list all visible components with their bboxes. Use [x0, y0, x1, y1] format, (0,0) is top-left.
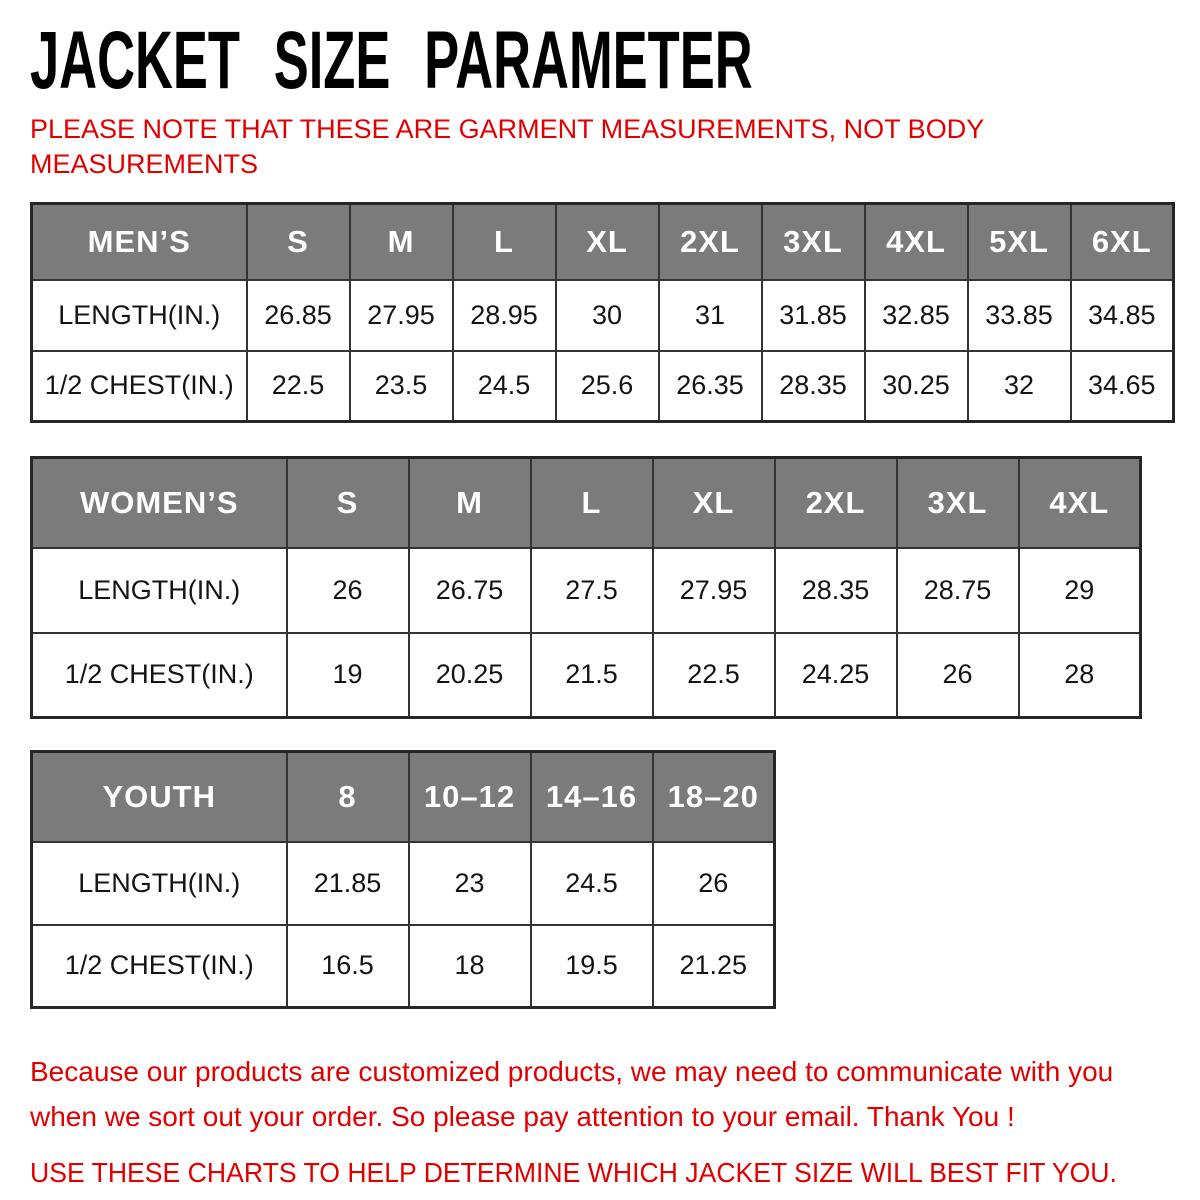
row-label-cell: 1/2 CHEST(IN.): [32, 925, 287, 1008]
size-header-cell: 4XL: [865, 204, 968, 280]
row-label-cell: LENGTH(IN.): [32, 280, 247, 351]
note-line-2: MEASUREMENTS: [30, 149, 259, 179]
value-cell: 23.5: [350, 351, 453, 422]
value-cell: 28: [1019, 633, 1141, 718]
row-label-cell: LENGTH(IN.): [32, 548, 287, 633]
size-header-cell: L: [531, 458, 653, 548]
garment-measurement-note: [30, 112, 1172, 182]
size-header-cell: XL: [556, 204, 659, 280]
value-cell: 34.85: [1071, 280, 1174, 351]
note-line-1: PLEASE NOTE THAT THESE ARE GARMENT MEASUREMENTS, NOT BODY: [30, 114, 985, 144]
value-cell: 16.5: [287, 925, 409, 1008]
size-header-cell: 3XL: [897, 458, 1019, 548]
size-header-cell: 8: [287, 752, 409, 842]
size-header-cell: 18–20: [653, 752, 775, 842]
mens-size-table: [30, 202, 1175, 423]
table-title-cell: WOMEN’S: [32, 458, 287, 548]
size-header-cell: S: [247, 204, 350, 280]
youth-chest-row: [32, 925, 775, 1008]
value-cell: 26: [897, 633, 1019, 718]
value-cell: 26: [653, 842, 775, 925]
size-header-cell: M: [350, 204, 453, 280]
value-cell: 21.25: [653, 925, 775, 1008]
row-label-cell: LENGTH(IN.): [32, 842, 287, 925]
mens-length-row: [32, 280, 1174, 351]
value-cell: 19.5: [531, 925, 653, 1008]
value-cell: 26.85: [247, 280, 350, 351]
value-cell: 30.25: [865, 351, 968, 422]
value-cell: 19: [287, 633, 409, 718]
row-label-cell: 1/2 CHEST(IN.): [32, 633, 287, 718]
value-cell: 27.95: [653, 548, 775, 633]
value-cell: 28.35: [762, 351, 865, 422]
size-header-cell: 14–16: [531, 752, 653, 842]
value-cell: 18: [409, 925, 531, 1008]
womens-size-table: [30, 456, 1142, 719]
womens-chest-row: [32, 633, 1141, 718]
size-header-cell: 3XL: [762, 204, 865, 280]
customization-notice-line-2: when we sort out your order. So please pay attention to your email. Thank You !: [30, 1101, 1015, 1132]
youth-header-row: [32, 752, 775, 842]
value-cell: 24.25: [775, 633, 897, 718]
size-header-cell: 4XL: [1019, 458, 1141, 548]
value-cell: 24.5: [453, 351, 556, 422]
value-cell: 26.75: [409, 548, 531, 633]
size-header-cell: S: [287, 458, 409, 548]
table-title-cell: MEN’S: [32, 204, 247, 280]
value-cell: 31.85: [762, 280, 865, 351]
size-header-cell: 2XL: [775, 458, 897, 548]
value-cell: 20.25: [409, 633, 531, 718]
value-cell: 25.6: [556, 351, 659, 422]
value-cell: 28.95: [453, 280, 556, 351]
value-cell: 21.5: [531, 633, 653, 718]
value-cell: 27.5: [531, 548, 653, 633]
size-header-cell: 10–12: [409, 752, 531, 842]
value-cell: 33.85: [968, 280, 1071, 351]
row-label-cell: 1/2 CHEST(IN.): [32, 351, 247, 422]
value-cell: 22.5: [653, 633, 775, 718]
value-cell: 22.5: [247, 351, 350, 422]
womens-header-row: [32, 458, 1141, 548]
value-cell: 21.85: [287, 842, 409, 925]
size-header-cell: M: [409, 458, 531, 548]
value-cell: 29: [1019, 548, 1141, 633]
table-title-cell: YOUTH: [32, 752, 287, 842]
size-header-cell: 2XL: [659, 204, 762, 280]
value-cell: 26: [287, 548, 409, 633]
value-cell: 32: [968, 351, 1071, 422]
customization-notice-line-1: Because our products are customized products, we may need to communicate with you: [30, 1056, 1114, 1087]
mens-header-row: [32, 204, 1174, 280]
value-cell: 28.75: [897, 548, 1019, 633]
page-title: JACKET SIZE PARAMETER: [30, 15, 753, 106]
value-cell: 26.35: [659, 351, 762, 422]
youth-size-table: [30, 750, 776, 1009]
value-cell: 24.5: [531, 842, 653, 925]
value-cell: 32.85: [865, 280, 968, 351]
value-cell: 31: [659, 280, 762, 351]
value-cell: 28.35: [775, 548, 897, 633]
customization-notice: [30, 1049, 1172, 1139]
size-header-cell: 5XL: [968, 204, 1071, 280]
value-cell: 23: [409, 842, 531, 925]
size-header-cell: XL: [653, 458, 775, 548]
value-cell: 30: [556, 280, 659, 351]
value-cell: 34.65: [1071, 351, 1174, 422]
chart-usage-advice: USE THESE CHARTS TO HELP DETERMINE WHICH JACKET SIZE WILL BEST FIT YOU.: [30, 1157, 1117, 1188]
value-cell: 27.95: [350, 280, 453, 351]
mens-chest-row: [32, 351, 1174, 422]
size-header-cell: 6XL: [1071, 204, 1174, 280]
size-header-cell: L: [453, 204, 556, 280]
youth-length-row: [32, 842, 775, 925]
womens-length-row: [32, 548, 1141, 633]
